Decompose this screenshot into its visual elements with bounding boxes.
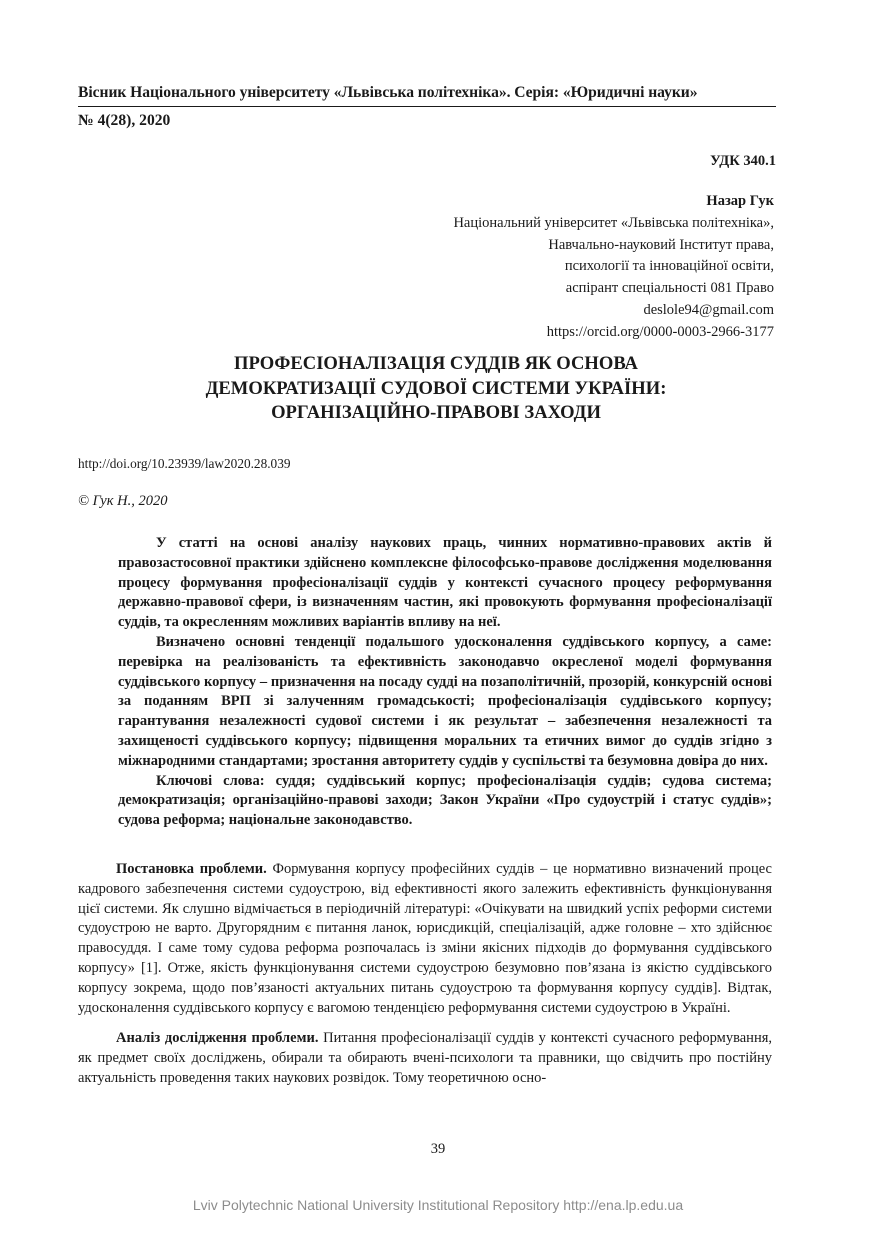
title-line: ПРОФЕСІОНАЛІЗАЦІЯ СУДДІВ ЯК ОСНОВА [234,353,638,374]
title-line: ОРГАНІЗАЦІЙНО-ПРАВОВІ ЗАХОДИ [271,402,601,424]
body-paragraph [78,1029,772,1088]
title-line: ДЕМОКРАТИЗАЦІЇ СУДОВОЇ СИСТЕМИ УКРАЇНИ: [205,377,667,399]
issue-number: № 4(28), 2020 [78,112,171,129]
doi-link[interactable]: http://doi.org/10.23939/law2020.28.039 [78,456,291,471]
affiliation-line: Національний університет «Львівська політехніка», [453,214,774,231]
header-divider [78,106,776,107]
author-orcid-link[interactable]: https://orcid.org/0000-0003-2966-3177 [546,323,774,340]
affiliation-line: Навчально-науковий Інститут права, [548,236,774,253]
journal-title: Вісник Національного університету «Львівська політехніка». Серія: «Юридичні науки» [78,84,698,101]
paragraph-text: Питання професіоналізації суддів у контексті сучасного реформування, як предмет своїх досліджень, обирали та обирають вчені-психологи та правники, що свідчить про постійну актуальність проведення таких наукових розвідок. Тому теоретичною осно- [78,1030,772,1086]
abstract-paragraph: Визначено основні тенденції подальшого удосконалення суддівського корпусу, а саме: перевірка на реалізованість та ефективність законодавчо окресленої моделі формування суддівського корпусу – призначення на посаду судді на позаполітичній, прозорій, конкурсній основі за поданням ВРП зі залученням громадськості; професіоналізація суддівського корпусу; гарантування незалежності судової системи і як результат – забезпечення незалежності та захищеності суддівського корпусу; підвищення моральних та етичних вимог до суддів згідно з міжнародними стандартами; зростання авторитету суддів у суспільстві та безумовна довіра до них. [118,633,772,769]
page-number: 39 [430,1141,446,1157]
article-body [78,860,772,1089]
repository-footer: Lviv Polytechnic National University Institutional Repository http://ena.lp.edu.ua [192,1197,684,1213]
paragraph-text: Формування корпусу професійних суддів – це нормативно визначений процес кадрового забезпечення системи судоустрою, від ефективності якого залежить ефективність функціонування цієї системи. Як слушно відмічається в періодичній літературі: «Очікувати на швидкий успіх реформи системи судоустрою не варто. Другорядним є питання ланок, юрисдикцій, спеціалізацій, адже головне – хто здійснює правосуддя. І саме тому судова реформа розпочалась із зміни якісних підходів до формування суддівського корпусу» [1]. Отже, якість функціонування системи судоустрою безумовно пов’язана із якістю суддівського корпусу зокрема, щодо пов’язаності актуальних питань судоустрою та формування корпусу суддів]. Відтак, удосконалення суддівського корпусу є вагомою тенденцією реформування системи судоустрою в Україні. [78,861,772,1016]
author-block [453,191,774,344]
copyright-notice: © Гук Н., 2020 [78,493,168,509]
author-email[interactable]: deslole94@gmail.com [643,301,774,318]
author-name: Назар Гук [706,193,774,209]
section-heading: Постановка проблеми. [116,861,267,877]
section-heading: Аналіз дослідження проблеми. [116,1030,319,1047]
affiliation-line: аспірант спеціальності 081 Право [565,280,774,297]
abstract-paragraph: У статті на основі аналізу наукових праць, чинних нормативно-правових актів й правозастосовної практики здійснено комплексне філософсько-правове дослідження моделювання процесу формування професіоналізації суддів у контексті сучасного процесу реформування державно-правової сфери, із визначенням частин, які провокують формування професіоналізації суддів, та окресленням можливих варіантів впливу на неї. [118,535,772,631]
affiliation-line: психології та інноваційної освіти, [564,258,774,275]
body-paragraph [78,860,772,1018]
article-title [78,352,794,426]
udc-code: УДК 340.1 [710,153,776,169]
abstract [118,534,772,831]
keywords: Ключові слова: суддя; суддівський корпус; професіоналізація суддів; судова система; демократизація; організаційно-правові заходи; Закон України «Про судоустрій і статус суддів»; судова реформа; національне законодавство. [118,772,772,829]
